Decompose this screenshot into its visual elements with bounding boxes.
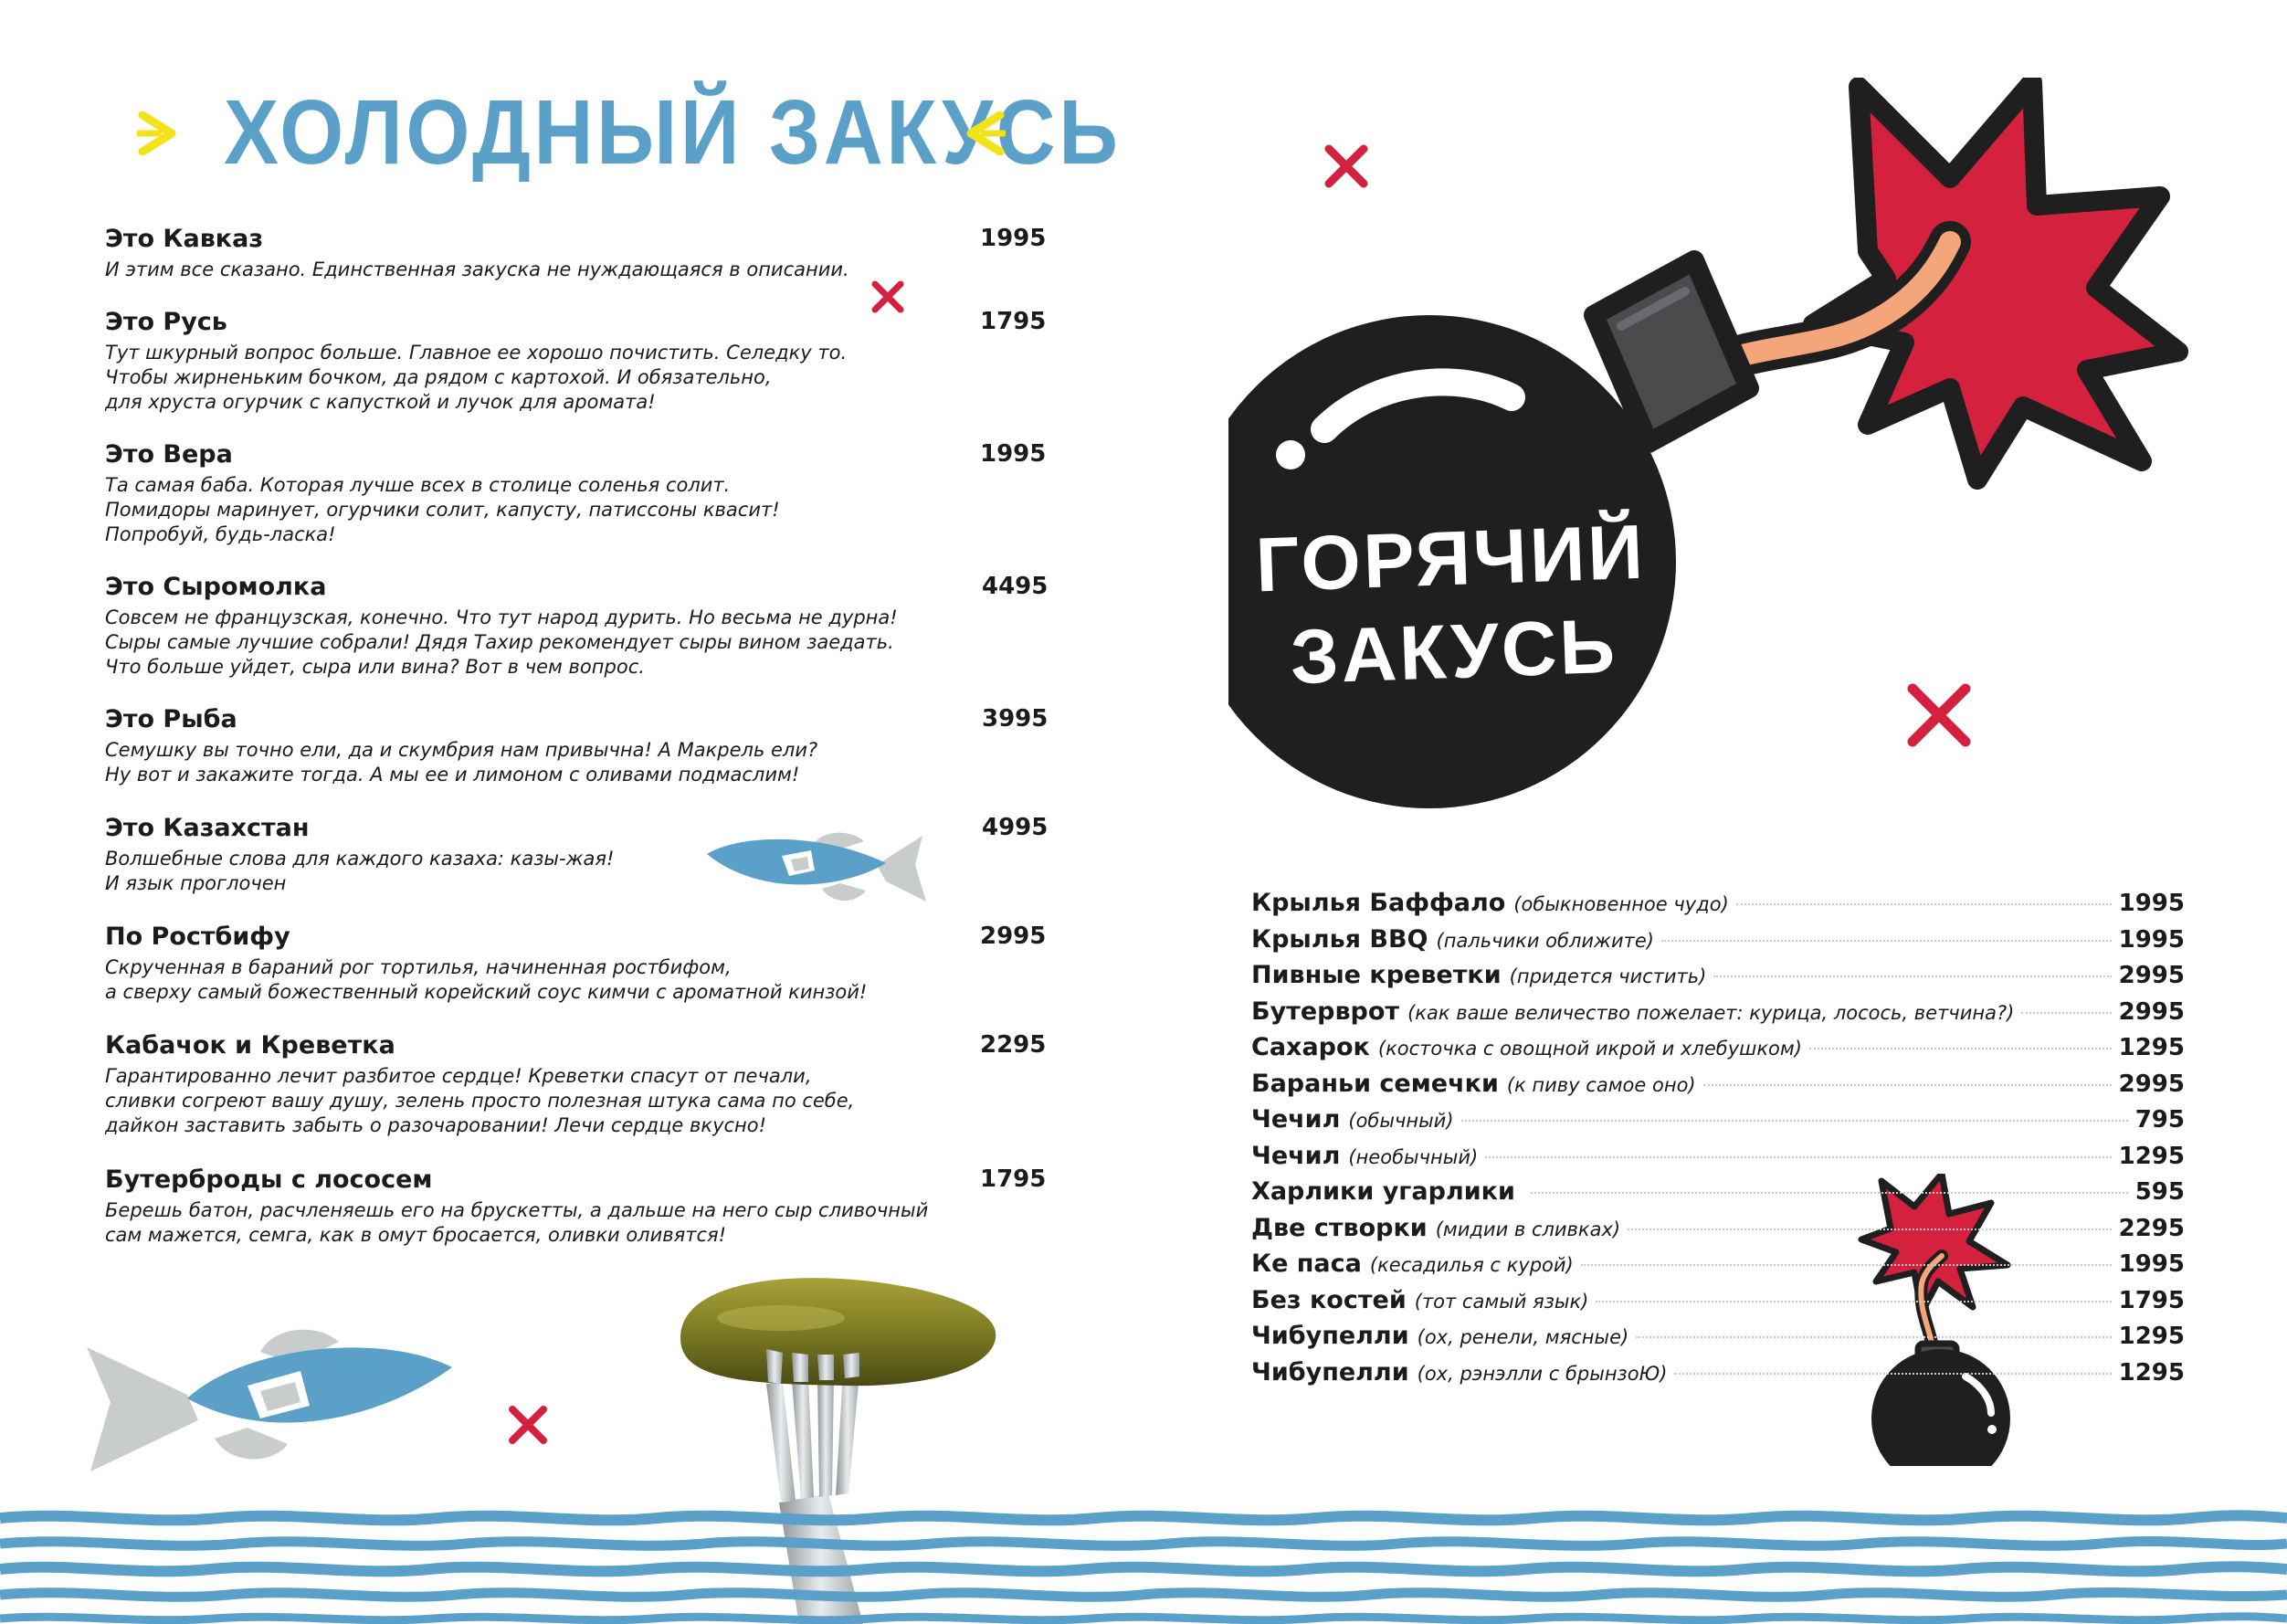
dot-leader: [1636, 1336, 2111, 1338]
menu-item-price: 1295: [2118, 1358, 2185, 1387]
menu-item-price: 795: [2134, 1106, 2185, 1134]
fish-illustration: [78, 1311, 461, 1484]
menu-item-name: Крылья Баффало: [1251, 889, 1506, 917]
cross-icon: [506, 1403, 550, 1447]
menu-row: [1251, 1070, 2185, 1106]
menu-item-description: И этим все сказано. Единственная закуска не нуждающаяся в описании.: [105, 258, 849, 280]
menu-item-name: Без костей: [1251, 1285, 1407, 1314]
menu-item-name: Ке паса: [1251, 1250, 1362, 1278]
menu-item-note: (косточка с овощной икрой и хлебушком): [1377, 1038, 1802, 1060]
hot-title-line-2: ЗАКУСЬ: [1289, 602, 1619, 701]
dot-leader: [1703, 1084, 2112, 1086]
menu-row: [1251, 961, 2185, 997]
menu-item-note: (придется чистить): [1509, 965, 1707, 987]
menu-item-name: Это Русь: [105, 308, 227, 336]
menu-item-price: 1995: [980, 440, 1047, 468]
menu-item-name: Это Кавказ: [105, 225, 264, 253]
hot-title-line-1: ГОРЯЧИЙ: [1254, 508, 1648, 608]
menu-item: [105, 1162, 1047, 1248]
menu-item-name: Бараньи семечки: [1251, 1069, 1499, 1098]
menu-row: [1251, 997, 2185, 1034]
menu-item: [105, 437, 1047, 547]
dot-leader: [1674, 1373, 2111, 1375]
menu-item: [105, 810, 1049, 896]
menu-row: [1251, 1250, 2185, 1286]
hot-section-title: [1249, 504, 1657, 704]
menu-item-name: Две створки: [1251, 1213, 1428, 1242]
dot-leader: [2021, 1012, 2111, 1014]
menu-item-price: 2995: [980, 923, 1047, 950]
menu-item-description: Тут шкурный вопрос больше. Главное ее хорошо почистить. Селедку то. Чтобы жирненьким бочком, да рядом с картохой. И обязательно, для хруста огурчик с капусткой и лучок для аромата!: [105, 342, 848, 413]
menu-item-note: (кесадилья с курой): [1369, 1254, 1574, 1276]
dot-leader: [1596, 1301, 2111, 1302]
dot-leader: [1485, 1156, 2111, 1158]
menu-item-price: 1795: [980, 308, 1047, 335]
dot-leader: [1531, 1192, 2128, 1194]
menu-item-price: 1995: [2118, 925, 2185, 954]
menu-item-price: 4495: [982, 573, 1049, 600]
menu-row: [1251, 1177, 2185, 1214]
menu-item-note: (как ваше величество пожелает: курица, лосось, ветчина?): [1407, 1001, 2015, 1024]
menu-item: [105, 1028, 1047, 1138]
menu-item-description: Волшебные слова для каждого казаха: казы-жая! И язык проглочен: [105, 848, 615, 894]
menu-item-note: (ох, ренели, мясные): [1417, 1326, 1629, 1348]
menu-item-description: Берешь батон, расчленяешь его на брускетты, а дальше на него сыр сливочный сам мажется, семга, как в омут бросается, оливки оливятся!: [105, 1199, 929, 1246]
menu-item-price: 1795: [2118, 1286, 2185, 1314]
menu-row: [1251, 1358, 2185, 1395]
menu-item-name: Сахарок: [1251, 1033, 1370, 1061]
dot-leader: [1809, 1048, 2112, 1049]
menu-item-note: (пальчики оближите): [1436, 929, 1654, 952]
menu-row: [1251, 1214, 2185, 1250]
menu-item-name: Пивные креветки: [1251, 961, 1502, 989]
menu-item-note: (необычный): [1348, 1145, 1479, 1168]
menu-item-note: (мидии в сливках): [1435, 1218, 1621, 1240]
bomb-illustration: [1228, 78, 2197, 836]
menu-item-description: Скрученная в бараний рог тортилья, начиненная ростбифом, а сверху самый божественный корейский соус кимчи с ароматной кинзой!: [105, 956, 868, 1003]
menu-item-price: 1295: [2118, 1034, 2185, 1061]
menu-item-price: 2295: [2118, 1214, 2185, 1242]
menu-item-description: Та самая баба. Которая лучше всех в столице соленья солит. Помидоры маринует, огурчики солит, капусту, патиссоны квасит! Попробуй, будь-ласка!: [105, 474, 780, 545]
menu-item-price: 1295: [2118, 1142, 2185, 1170]
dot-leader: [1736, 903, 2112, 905]
menu-item: [105, 701, 1049, 787]
menu-item: [105, 221, 1047, 282]
menu-row: [1251, 1033, 2185, 1070]
menu-item-note: (тот самый язык): [1414, 1290, 1589, 1313]
chevron-left-icon: [964, 111, 1006, 155]
menu-item-note: (обычный): [1348, 1110, 1454, 1132]
menu-item-name: Это Казахстан: [105, 814, 310, 842]
menu-item-price: 2295: [980, 1031, 1047, 1059]
menu-item-name: Кабачок и Креветка: [105, 1031, 395, 1060]
menu-item-price: 1995: [980, 225, 1047, 252]
menu-item-name: Бутерброды с лососем: [105, 1165, 433, 1194]
menu-row: [1251, 889, 2185, 925]
menu-item-note: (обыкновенное чудо): [1513, 893, 1729, 915]
dot-leader: [1628, 1229, 2112, 1230]
menu-item-name: Чибупелли: [1251, 1322, 1409, 1350]
menu-row: [1251, 1322, 2185, 1358]
menu-item-name: Это Вера: [105, 440, 233, 469]
menu-row: [1251, 1286, 2185, 1323]
dot-leader: [1581, 1264, 2112, 1266]
menu-item-name: Харлики угарлики: [1251, 1177, 1515, 1206]
menu-item-price: 1295: [2118, 1323, 2185, 1350]
cold-section-title: ХОЛОДНЫЙ ЗАКУСЬ: [224, 81, 1122, 184]
dot-leader: [1461, 1120, 2128, 1122]
menu-item-price: 595: [2134, 1178, 2185, 1206]
menu-item-name: Это Рыба: [105, 705, 237, 733]
hot-menu-list: [1251, 889, 2185, 1394]
menu-item-price: 2995: [2118, 962, 2185, 989]
menu-item-name: Крылья BBQ: [1251, 924, 1428, 954]
dot-leader: [1661, 940, 2112, 942]
menu-item-description: Совсем не французская, конечно. Что тут народ дурить. Но весьма не дурна! Сыры самые лучшие собрали! Дядя Тахир рекомендует сыры вином заедать. Что больше уйдет, сыра или вина? Вот в чем вопрос.: [105, 606, 898, 678]
dot-leader: [1713, 975, 2111, 977]
menu-item-price: 1995: [2118, 890, 2185, 917]
cross-icon: [869, 279, 906, 315]
menu-item-name: Чибупелли: [1251, 1357, 1409, 1387]
menu-item-price: 4995: [982, 814, 1049, 841]
menu-item: [105, 304, 1047, 415]
chevron-right-icon: [137, 111, 179, 155]
menu-item: [105, 569, 1049, 680]
menu-row: [1251, 1142, 2185, 1178]
menu-item-name: Чечил: [1251, 1141, 1341, 1170]
wave-stripes-decoration: [0, 1498, 2287, 1624]
menu-item-price: 2995: [2118, 1070, 2185, 1098]
fish-illustration: [703, 817, 927, 918]
menu-row: [1251, 925, 2185, 962]
menu-item-name: Бутерврот: [1251, 997, 1400, 1026]
menu-item-note: (ох, рэнэлли с брынзоЮ): [1417, 1362, 1668, 1385]
menu-item-name: По Ростбифу: [105, 923, 290, 951]
menu-row: [1251, 1105, 2185, 1142]
menu-item-price: 1995: [2118, 1250, 2185, 1278]
menu-item-name: Это Сыромолка: [105, 573, 327, 601]
menu-item-note: (к пиву самое оно): [1506, 1073, 1696, 1096]
menu-item-price: 2995: [2118, 997, 2185, 1026]
menu-item-name: Чечил: [1251, 1105, 1341, 1134]
menu-item-description: Семушку вы точно ели, да и скумбрия нам привычна! А Макрель ели? Ну вот и закажите тогда. А мы ее и лимоном с оливами подмаслим!: [105, 739, 818, 786]
menu-item-description: Гарантированно лечит разбитое сердце! Креветки спасут от печали, сливки согреют вашу душу, зелень просто полезная штука сама по себе, дайкон заставить забыть о разочаровании! Лечи сердце вкусно!: [105, 1065, 855, 1136]
menu-item-price: 3995: [982, 705, 1049, 733]
menu-item: [105, 919, 1047, 1005]
menu-item-price: 1795: [980, 1165, 1047, 1193]
